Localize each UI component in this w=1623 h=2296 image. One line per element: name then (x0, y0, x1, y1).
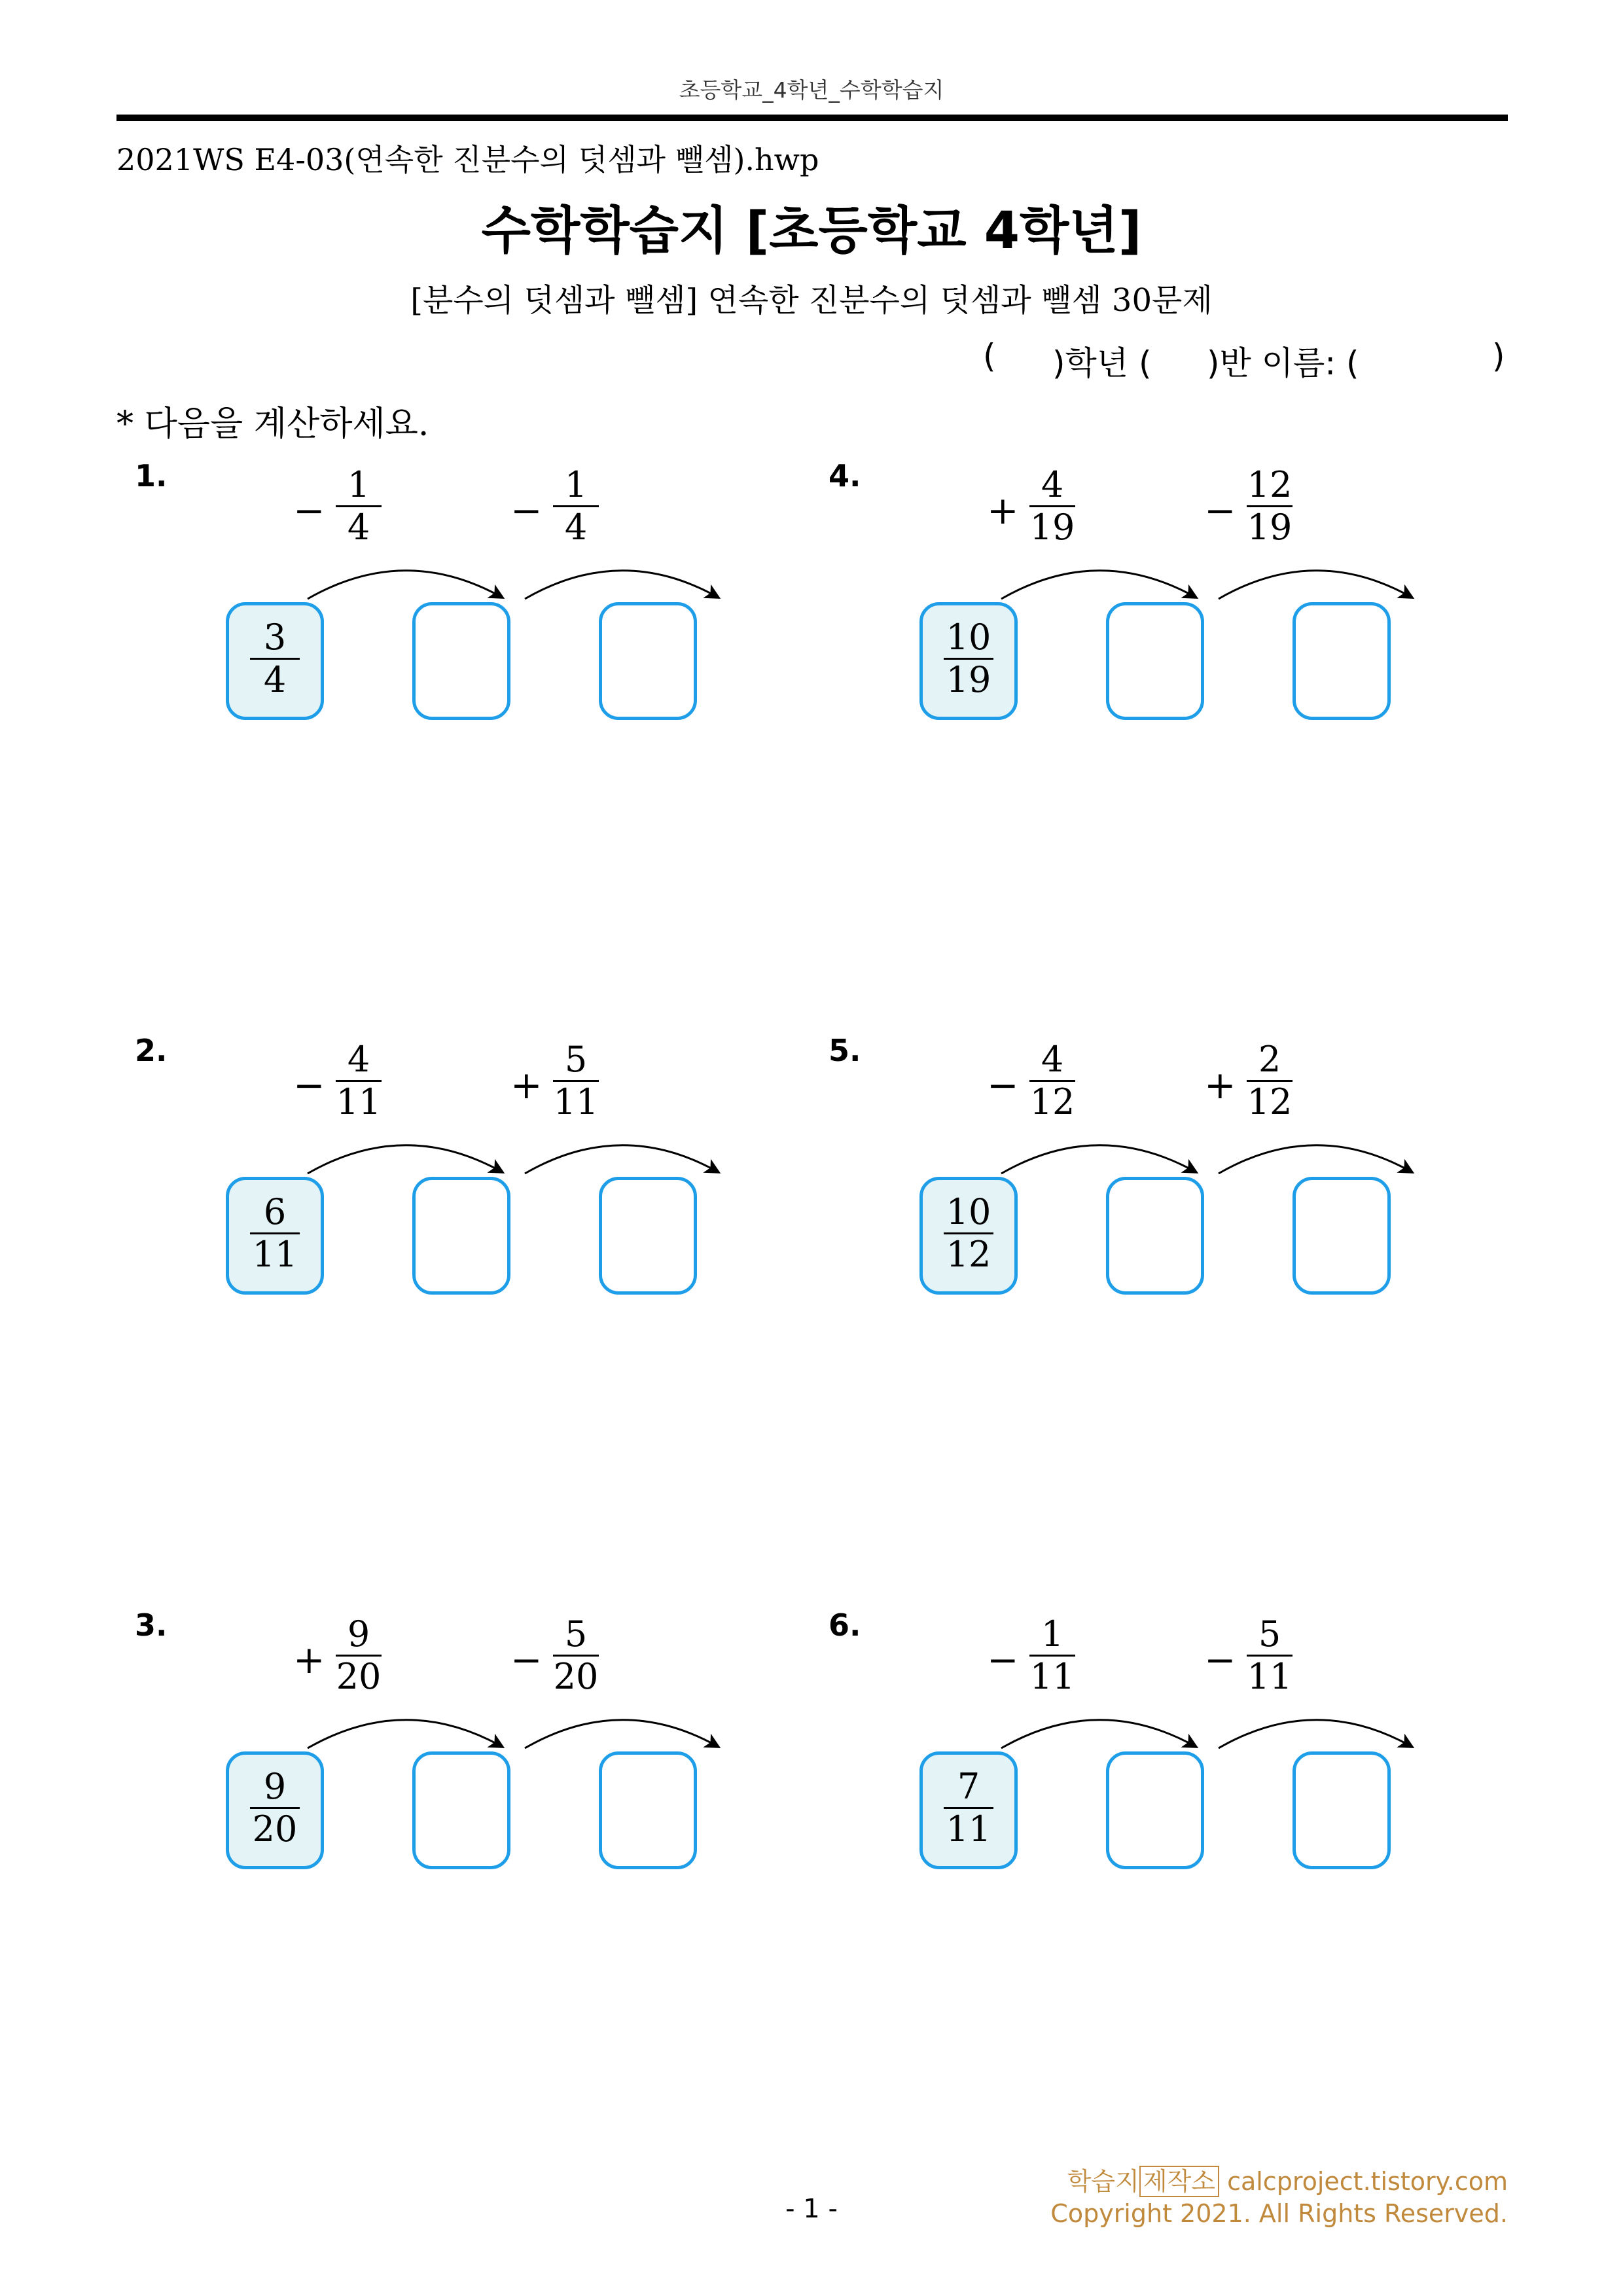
fraction-denominator: 19 (946, 659, 991, 700)
fraction-denominator: 11 (1247, 1656, 1293, 1697)
problem-number: 5. (829, 1033, 861, 1068)
fraction-denominator: 12 (946, 1234, 991, 1275)
fraction-numerator: 3 (263, 617, 287, 658)
fraction-denominator: 4 (263, 659, 287, 700)
start-value-box (919, 602, 1018, 720)
page-subtitle: [분수의 덧셈과 뺄셈] 연속한 진분수의 덧셈과 뺄셈 30문제 (410, 282, 1213, 319)
fraction-numerator: 10 (946, 1191, 991, 1232)
fraction-denominator: 12 (1247, 1081, 1293, 1122)
step-arrow (525, 1145, 717, 1174)
answer-box-2[interactable] (1293, 602, 1391, 720)
operation-sign: + (1204, 1063, 1236, 1107)
header-rule (116, 115, 1508, 121)
student-info-open: ( (983, 337, 996, 375)
fraction-numerator: 9 (263, 1766, 287, 1807)
problem-4 (810, 458, 1504, 1034)
start-value-box (226, 602, 324, 720)
step-arrow (1219, 1720, 1411, 1748)
fraction-denominator: 11 (252, 1234, 298, 1275)
step-arrow (1219, 1145, 1411, 1174)
fraction-numerator: 9 (347, 1613, 370, 1655)
operation-sign: − (510, 1638, 543, 1682)
arrows (116, 1607, 810, 1765)
fraction-numerator: 6 (263, 1191, 287, 1232)
fraction-denominator: 12 (1029, 1081, 1075, 1122)
start-fraction (229, 1192, 321, 1275)
operation-sign: + (987, 488, 1019, 533)
step-arrow (308, 1720, 501, 1748)
fraction-numerator: 1 (347, 464, 370, 505)
start-fraction (923, 1767, 1014, 1850)
problem-number: 6. (829, 1607, 861, 1643)
page-title: 수학학습지 [초등학교 4학년] (481, 202, 1142, 260)
step-arrow (1219, 571, 1411, 599)
answer-box-1[interactable] (412, 1177, 510, 1295)
fraction-numerator: 10 (946, 617, 991, 658)
step-arrow (1001, 1720, 1195, 1748)
fraction-denominator: 4 (564, 507, 588, 548)
operation-sign: − (1204, 488, 1236, 533)
arrows (116, 458, 810, 615)
operation-sign: + (293, 1638, 325, 1682)
start-fraction (229, 617, 321, 700)
problem-1 (116, 458, 810, 1034)
start-value-box (226, 1177, 324, 1295)
step-arrow (308, 1145, 501, 1174)
operation-sign: − (510, 488, 543, 533)
operation-sign: − (293, 1063, 325, 1107)
file-name: 2021WS E4-03(연속한 진분수의 덧셈과 뺄셈).hwp (116, 142, 819, 177)
answer-box-2[interactable] (1293, 1177, 1391, 1295)
step-arrow (525, 571, 717, 599)
operation-sign: − (293, 488, 325, 533)
answer-box-2[interactable] (599, 1177, 697, 1295)
fraction-denominator: 20 (336, 1656, 382, 1697)
operation-sign: − (1204, 1638, 1236, 1682)
answer-box-2[interactable] (599, 602, 697, 720)
arrows (810, 458, 1504, 615)
problem-6 (810, 1607, 1504, 2183)
fraction-numerator: 4 (1041, 464, 1064, 505)
fraction-denominator: 20 (252, 1808, 298, 1850)
fraction-denominator: 11 (946, 1808, 991, 1850)
answer-box-1[interactable] (1106, 602, 1204, 720)
answer-box-1[interactable] (412, 602, 510, 720)
start-value-box (919, 1177, 1018, 1295)
footer-brand (1021, 2161, 1508, 2197)
problem-number: 1. (135, 458, 168, 493)
problem-5 (810, 1033, 1504, 1609)
fraction-denominator: 19 (1029, 507, 1075, 548)
fraction-numerator: 5 (564, 1613, 588, 1655)
grade-label: )학년 ( (1052, 344, 1152, 382)
start-value-box (226, 1751, 324, 1869)
copyright: Copyright 2021. All Rights Reserved. (1050, 2199, 1508, 2228)
brand-boxed: 제작소 (1139, 2166, 1219, 2197)
header-title: 초등학교_4학년_수학학습지 (679, 77, 944, 103)
fraction-denominator: 19 (1247, 507, 1293, 548)
fraction-numerator: 5 (564, 1039, 588, 1080)
start-fraction (923, 617, 1014, 700)
operation-sign: − (987, 1063, 1019, 1107)
operation-sign: + (510, 1063, 543, 1107)
class-name-label: )반 이름: ( (1207, 344, 1359, 382)
fraction-denominator: 11 (1029, 1656, 1075, 1697)
fraction-numerator: 2 (1258, 1039, 1281, 1080)
answer-box-1[interactable] (412, 1751, 510, 1869)
step-arrow (308, 571, 501, 599)
arrows (810, 1607, 1504, 1765)
problem-number: 4. (829, 458, 861, 493)
fraction-denominator: 11 (336, 1081, 382, 1122)
fraction-numerator: 12 (1247, 464, 1293, 505)
fraction-numerator: 5 (1258, 1613, 1281, 1655)
step-arrow (525, 1720, 717, 1748)
page-number: - 1 - (785, 2194, 838, 2224)
brand-prefix: 학습지 (1067, 2167, 1139, 2196)
answer-box-1[interactable] (1106, 1177, 1204, 1295)
operation-sign: − (987, 1638, 1019, 1682)
start-fraction (229, 1767, 321, 1850)
fraction-denominator: 11 (553, 1081, 599, 1122)
fraction-numerator: 1 (1041, 1613, 1064, 1655)
problem-2 (116, 1033, 810, 1609)
problem-number: 2. (135, 1033, 168, 1068)
fraction-denominator: 4 (347, 507, 370, 548)
problem-3 (116, 1607, 810, 2183)
step-arrow (1001, 1145, 1195, 1174)
arrows (116, 1033, 810, 1190)
fraction-numerator: 4 (1041, 1039, 1064, 1080)
fraction-numerator: 1 (564, 464, 588, 505)
answer-box-1[interactable] (1106, 1751, 1204, 1869)
brand-site: calcproject.tistory.com (1227, 2167, 1508, 2196)
student-info-close: ) (1492, 337, 1505, 375)
start-value-box (919, 1751, 1018, 1869)
fraction-denominator: 20 (553, 1656, 599, 1697)
problem-number: 3. (135, 1607, 168, 1643)
arrows (810, 1033, 1504, 1190)
fraction-numerator: 7 (957, 1766, 980, 1807)
start-fraction (923, 1192, 1014, 1275)
answer-box-2[interactable] (1293, 1751, 1391, 1869)
fraction-numerator: 4 (347, 1039, 370, 1080)
answer-box-2[interactable] (599, 1751, 697, 1869)
step-arrow (1001, 571, 1195, 599)
instruction: * 다음을 계산하세요. (116, 404, 429, 444)
